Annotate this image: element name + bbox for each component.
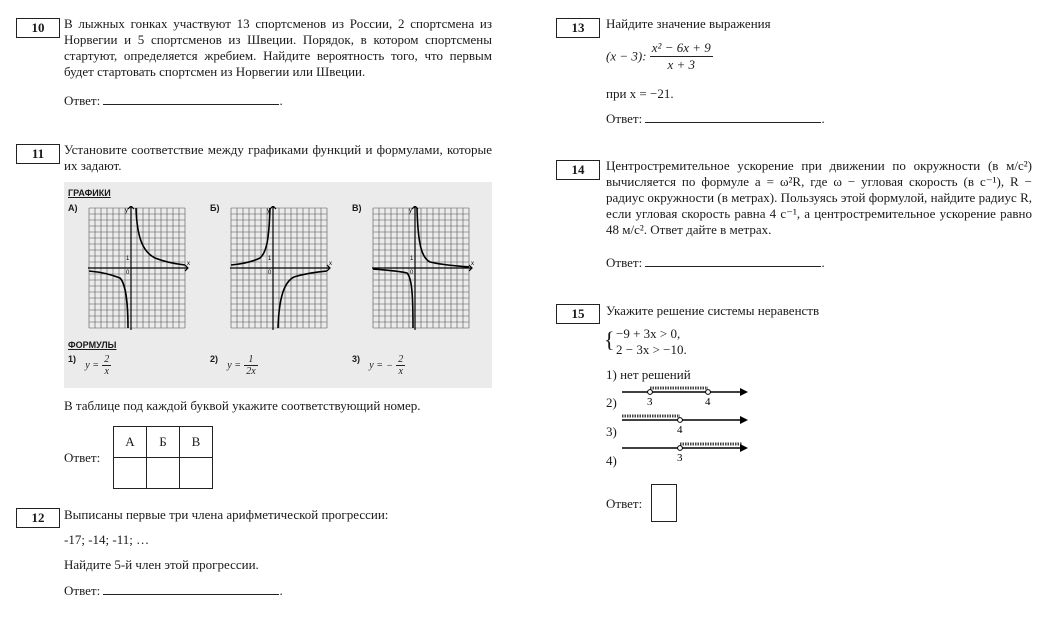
graph-label-a: А) [68, 203, 78, 213]
answer-dot: . [821, 111, 825, 126]
task-10-answer-field[interactable] [103, 92, 279, 105]
task-number-11: 11 [16, 144, 60, 164]
point-label: 4 [677, 424, 683, 436]
answer-dot: . [279, 93, 283, 108]
task-13-condition: при x = −21. [606, 86, 674, 101]
point-label: 3 [677, 452, 683, 464]
formula-number: 2) [210, 354, 219, 364]
axis-y-label: y [125, 208, 128, 214]
formula-denominator: x [104, 366, 109, 377]
answer-cell-b[interactable] [147, 458, 180, 489]
option-4-number-line [622, 440, 752, 466]
formula-number: 1) [68, 354, 77, 364]
graph-b [230, 206, 332, 330]
inequality-2: 2 − 3x > −10. [616, 342, 687, 357]
axis-y-label: y [267, 208, 270, 214]
formula-sign: − [386, 360, 393, 372]
axis-x-label: x [471, 261, 474, 267]
answer-dot: . [821, 255, 825, 270]
task-13-answer-field[interactable] [645, 110, 821, 123]
task-13-text: Найдите значение выражения [606, 16, 771, 31]
formula-denominator: 2x [246, 366, 256, 377]
task-number-13: 13 [556, 18, 600, 38]
task-11-instruction: В таблице под каждой буквой укажите соответствующий номер. [64, 398, 421, 413]
graphs-header: ГРАФИКИ [68, 188, 111, 198]
option-1[interactable] [606, 367, 691, 383]
formula-3 [352, 354, 405, 377]
task-12-question: Найдите 5-й член этой прогрессии. [64, 557, 259, 572]
option-4-label[interactable]: 4) [606, 453, 617, 468]
task-12-text: Выписаны первые три члена арифметической прогрессии: [64, 507, 389, 522]
answer-label: Ответ: [64, 93, 101, 108]
answer-cell-a[interactable] [114, 458, 147, 489]
task-13-expression [606, 40, 713, 73]
task-14-answer [606, 254, 825, 271]
option-3-number-line [622, 412, 752, 438]
task-number-10: 10 [16, 18, 60, 38]
table-header-b: Б [147, 427, 180, 458]
task-10-answer [64, 92, 283, 109]
formula-numerator: 2 [398, 354, 404, 365]
task-14-text: Центростремительное ускорение при движении по окружности (в м/с²) вычисляется по формуле a = ω²R, где ω − угловая скорость (в с⁻¹), R − радиус окружности (в метрах). Пользуясь этой формулой, найдите радиус R, если угловая скорость равна 4 с⁻¹, а центростремительное ускорение равно 48 м/с². Ответ дайте в метрах. [606, 158, 1032, 237]
table-header-a: А [114, 427, 147, 458]
axis-x-label: x [329, 261, 332, 267]
system-brace: { [604, 327, 615, 352]
task-10-text: В лыжных гонках участвуют 13 спортсменов из России, 2 спортсмена из Норвегии и 5 спортсменов из Швеции. Порядок, в котором спортсмены стартуют, определяется жребием. Найдите вероятность того, что первым будет стартовать спортсмен из Норвегии или Швеции. [64, 16, 492, 79]
formula-numerator: 2 [104, 354, 110, 365]
option-3-label[interactable]: 3) [606, 424, 617, 439]
formulas-header: ФОРМУЛЫ [68, 340, 117, 350]
formula-1 [68, 354, 111, 377]
formula-numerator: 1 [244, 354, 257, 366]
formula-denominator: x [398, 366, 403, 377]
answer-dot: . [279, 583, 283, 598]
graph-label-b: Б) [210, 203, 220, 213]
answer-label: Ответ: [606, 111, 643, 126]
formula-lhs: y = [369, 360, 383, 372]
task-number-15: 15 [556, 304, 600, 324]
task-15-text: Укажите решение системы неравенств [606, 303, 820, 318]
graph-a [88, 206, 190, 330]
task-12-answer [64, 582, 283, 599]
table-header-v: В [180, 427, 213, 458]
task-12-sequence: -17; -14; -11; … [64, 532, 150, 547]
axis-y-label: y [409, 208, 412, 214]
option-2-label[interactable]: 2) [606, 395, 617, 410]
task-12-answer-field[interactable] [103, 582, 279, 595]
task-number-12: 12 [16, 508, 60, 528]
formula-lhs: y = [85, 360, 99, 372]
formula-2 [210, 354, 258, 377]
inequality-1: −9 + 3x > 0, [616, 326, 681, 341]
task-14-answer-field[interactable] [645, 254, 821, 267]
graph-v [372, 206, 474, 330]
answer-label: Ответ: [606, 496, 643, 511]
task-15-answer-box[interactable] [651, 484, 677, 522]
answer-label: Ответ: [64, 583, 101, 598]
axis-x-label: x [187, 261, 190, 267]
axis-one-label: 1 [410, 256, 414, 262]
axis-one-label: 1 [126, 256, 130, 262]
point-label: 3 [647, 396, 653, 408]
answer-label: Ответ: [606, 255, 643, 270]
graph-label-v: В) [352, 203, 362, 213]
option-number: 1) [606, 367, 617, 382]
expression-numerator: x² − 6x + 9 [651, 40, 711, 55]
expression-denominator: x + 3 [667, 57, 696, 72]
axis-one-label: 1 [268, 256, 272, 262]
task-11-text: Установите соответствие между графиками функций и формулами, которые их задают. [64, 142, 492, 173]
axis-zero-label: 0 [410, 270, 414, 276]
option-text: нет решений [620, 367, 691, 382]
answer-label: Ответ: [64, 450, 101, 465]
task-number-14: 14 [556, 160, 600, 180]
option-2-number-line [622, 384, 752, 410]
formula-number: 3) [352, 354, 361, 364]
task-13-answer [606, 110, 825, 127]
axis-zero-label: 0 [126, 270, 130, 276]
formula-lhs: y = [227, 360, 241, 372]
task-11-answer-table [113, 426, 213, 489]
expression-left: (x − 3): [606, 48, 647, 64]
answer-cell-v[interactable] [180, 458, 213, 489]
axis-zero-label: 0 [268, 270, 272, 276]
point-label: 4 [705, 396, 711, 408]
